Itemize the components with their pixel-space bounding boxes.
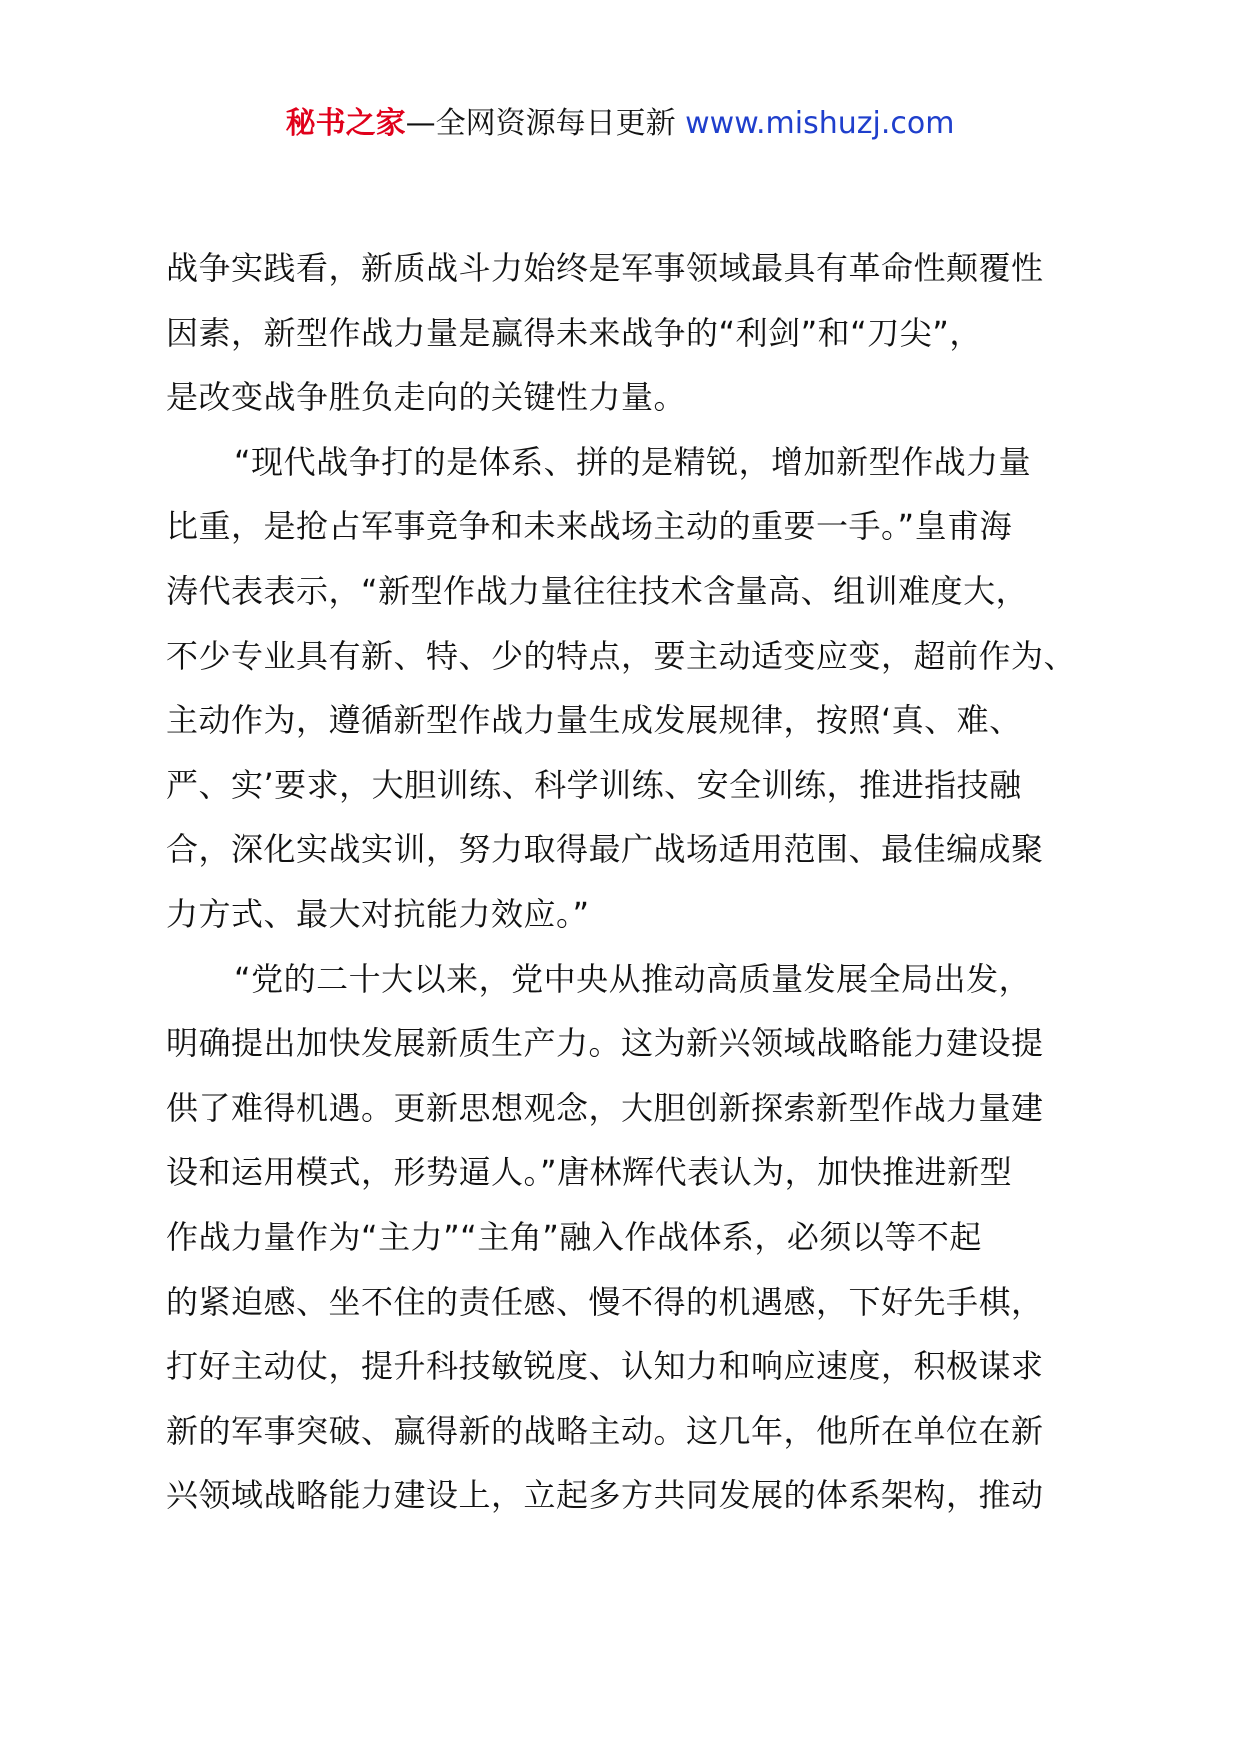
text-line: 因素，新型作战力量是赢得未来战争的“利剑”和“刀尖”， xyxy=(166,313,982,352)
text-line: 是改变战争胜负走向的关键性力量。 xyxy=(166,378,687,417)
text-line: 不少专业具有新、特、少的特点，要主动适变应变，超前作为、 xyxy=(166,636,1077,675)
text-line: 明确提出加快发展新质生产力。这为新兴领域战略能力建设提 xyxy=(166,1024,1044,1063)
site-brand: 秘书之家 xyxy=(285,106,406,141)
text-line: 力方式、最大对抗能力效应。” xyxy=(166,894,590,933)
text-line: 涛代表表示，“新型作战力量往往技术含量高、组训难度大， xyxy=(166,571,1029,610)
text-line: 的紧迫感、坐不住的责任感、慢不得的机遇感，下好先手棋， xyxy=(166,1282,1044,1321)
site-tagline: —全网资源每日更新 xyxy=(405,106,686,141)
article-body xyxy=(166,236,1096,1528)
text-line: 新的军事突破、赢得新的战略主动。这几年，他所在单位在新 xyxy=(166,1411,1044,1450)
text-line: 比重，是抢占军事竞争和未来战场主动的重要一手。”皇甫海 xyxy=(166,507,1013,546)
text-line: 合，深化实战实训，努力取得最广战场适用范围、最佳编成聚 xyxy=(166,830,1044,869)
text-line: 作战力量作为“主力”“主角”融入作战体系，必须以等不起 xyxy=(166,1217,982,1256)
text-line: 兴领域战略能力建设上，立起多方共同发展的体系架构，推动 xyxy=(166,1476,1044,1515)
text-line: 设和运用模式，形势逼人。”唐林辉代表认为，加快推进新型 xyxy=(166,1153,1013,1192)
text-line: “现代战争打的是体系、拼的是精锐，增加新型作战力量 xyxy=(234,442,1032,481)
site-header xyxy=(0,104,1240,144)
text-line: 打好主动仗，提升科技敏锐度、认知力和响应速度，积极谋求 xyxy=(166,1347,1044,1386)
text-line: 战争实践看，新质战斗力始终是军事领域最具有革命性颠覆性 xyxy=(166,249,1044,287)
text-line: 供了难得机遇。更新思想观念，大胆创新探索新型作战力量建 xyxy=(166,1088,1044,1127)
site-url-link[interactable]: www.mishuzj.com xyxy=(685,106,955,141)
text-line: “党的二十大以来，党中央从推动高质量发展全局出发， xyxy=(234,959,1032,998)
text-line: 严、实’要求，大胆训练、科学训练、安全训练，推进指技融 xyxy=(166,765,1022,804)
text-line: 主动作为，遵循新型作战力量生成发展规律，按照‘真、难、 xyxy=(166,701,1022,740)
